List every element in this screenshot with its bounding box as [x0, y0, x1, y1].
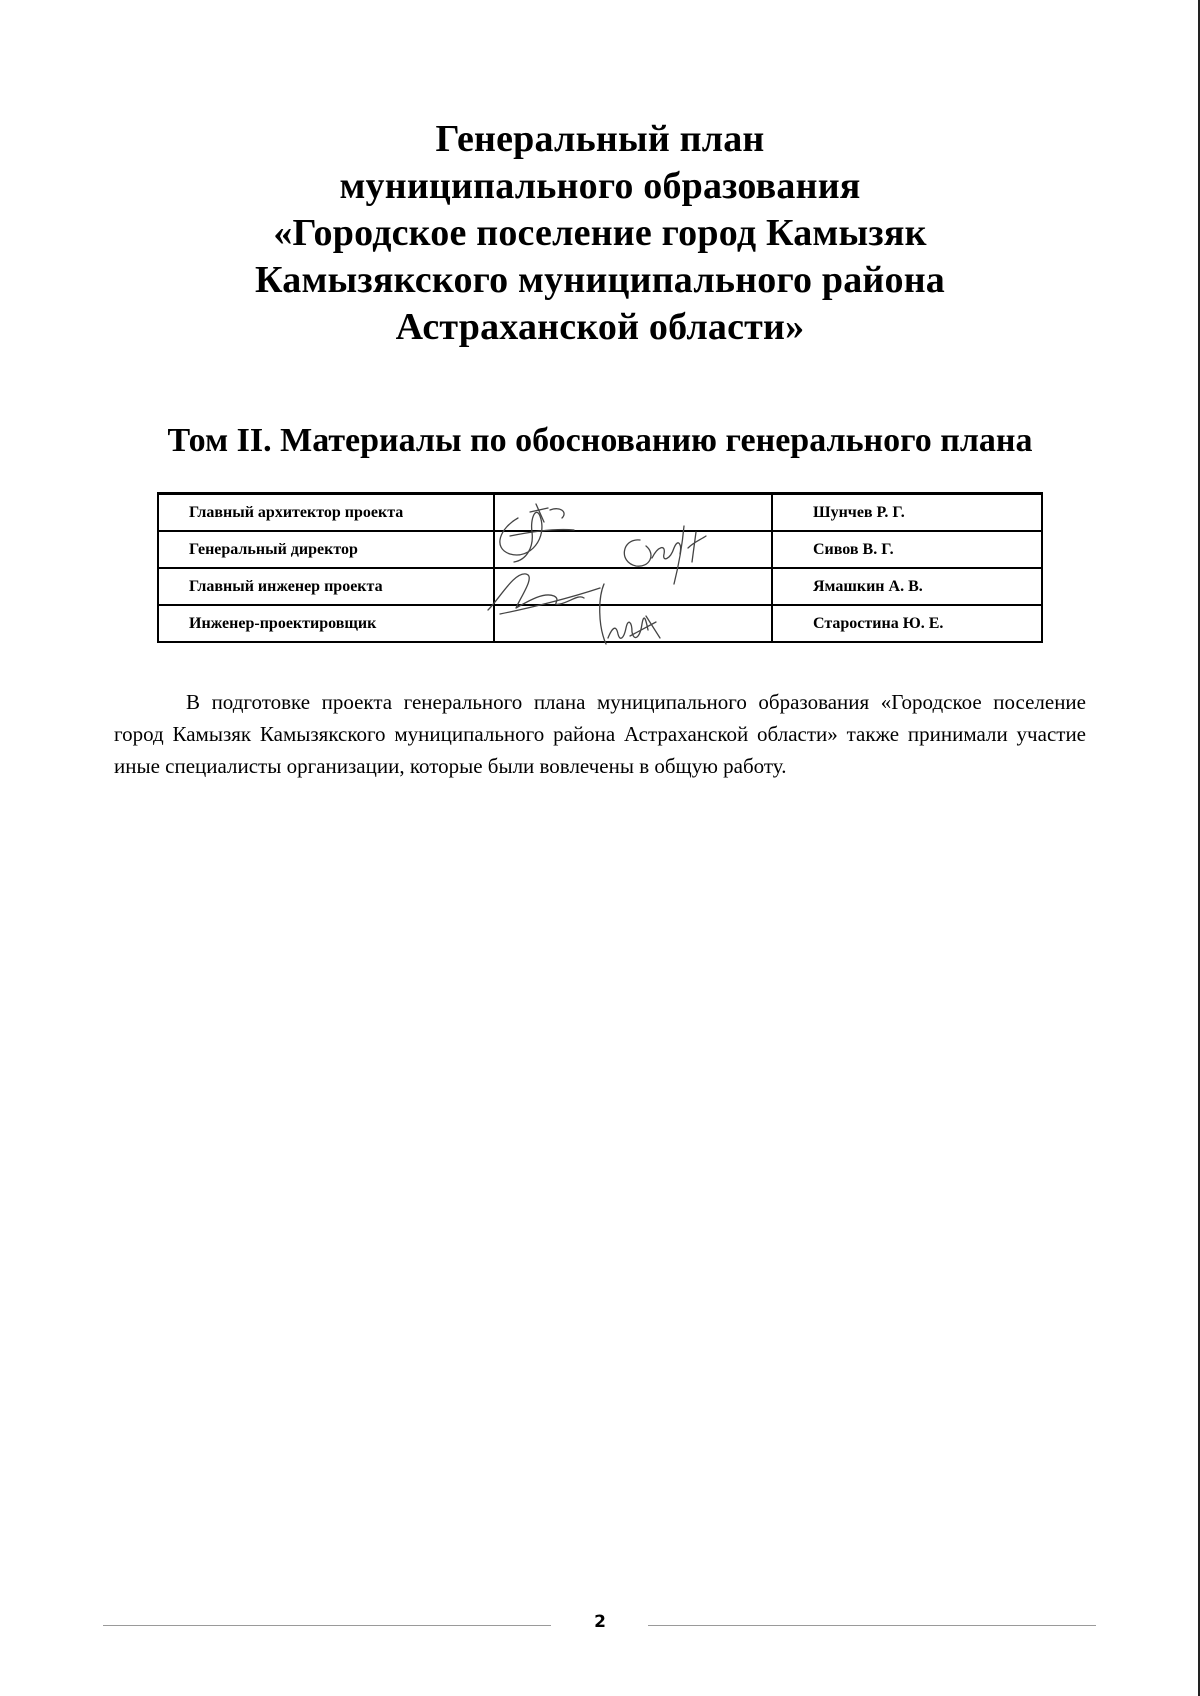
title-line: муниципального образования: [339, 165, 861, 207]
title-line: Камызякского муниципального района: [255, 259, 945, 301]
role-cell: Инженер-проектировщик: [158, 605, 494, 642]
signature-row: [158, 568, 1042, 605]
body-paragraph: В подготовке проекта генерального плана муниципального образования «Городское поселение город Камызяк Камызякского муниципального района Астраханской области» также принимали участие иные специалисты организации, которые были вовлечены в общую работу.: [114, 690, 1086, 778]
page-number: 2: [594, 1612, 606, 1632]
person-cell: Ямашкин А. В.: [772, 568, 1042, 605]
signature-row: [158, 494, 1042, 532]
signature-row: [158, 605, 1042, 642]
signature-row: [158, 531, 1042, 568]
signature-cell: [494, 605, 772, 642]
footer-rule-right: [648, 1625, 1096, 1626]
person-cell: Сивов В. Г.: [772, 531, 1042, 568]
role-cell: Генеральный директор: [158, 531, 494, 568]
title-line: Генеральный план: [435, 118, 765, 160]
title-line: Астраханской области»: [395, 306, 805, 348]
person-cell: Старостина Ю. Е.: [772, 605, 1042, 642]
signature-cell: [494, 494, 772, 532]
footer-rule-left: [103, 1625, 551, 1626]
person-cell: Шунчев Р. Г.: [772, 494, 1042, 532]
document-title: [0, 116, 1200, 351]
title-line: «Городское поселение город Камызяк: [273, 212, 927, 254]
volume-title: Том II. Материалы по обоснованию генерального плана: [167, 422, 1033, 459]
role-cell: Главный инженер проекта: [158, 568, 494, 605]
signature-cell: [494, 568, 772, 605]
role-cell: Главный архитектор проекта: [158, 494, 494, 532]
signature-cell: [494, 531, 772, 568]
signature-table: [157, 492, 1043, 643]
